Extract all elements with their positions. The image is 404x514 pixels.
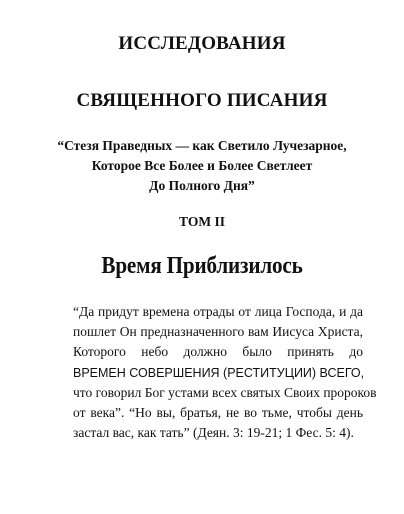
motto-line-1: “Стезя Праведных — как Светило Лучезарное, — [57, 138, 347, 153]
motto-line-3: До Полного Дня” — [149, 178, 255, 193]
epigraph-line-6: от века”. “Но вы, братья, не во тьме, чтобы день — [73, 405, 363, 421]
series-title-line-2: СВЯЩЕННОГО ПИСАНИЯ — [76, 90, 328, 111]
epigraph — [73, 302, 377, 443]
epigraph-line-5: что говорил Бог устами всех святых Своих пророков — [73, 384, 377, 400]
epigraph-line-1: “Да придут времена отрады от лица Господа, и да — [73, 304, 363, 319]
motto-line-2: Которое Все Более и Более Светлеет — [91, 158, 313, 173]
series-title-line-1: ИССЛЕДОВАНИЯ — [118, 33, 286, 54]
volume-label: ТОМ II — [179, 214, 225, 229]
epigraph-line-7: застал вас, как тать” (Деян. 3: 19-21; 1 Фес. 5: 4). — [73, 425, 354, 441]
epigraph-line-3: Которого небо должно было принять до — [73, 344, 363, 360]
book-title: Время Приблизилось — [101, 253, 303, 279]
motto — [0, 136, 404, 196]
epigraph-line-4: ВРЕМЕН СОВЕРШЕНИЯ (РЕСТИТУЦИИ) ВСЕГО, — [73, 365, 365, 380]
epigraph-line-2: пошлет Он предназначенного вам Иисуса Христа, — [73, 324, 363, 340]
